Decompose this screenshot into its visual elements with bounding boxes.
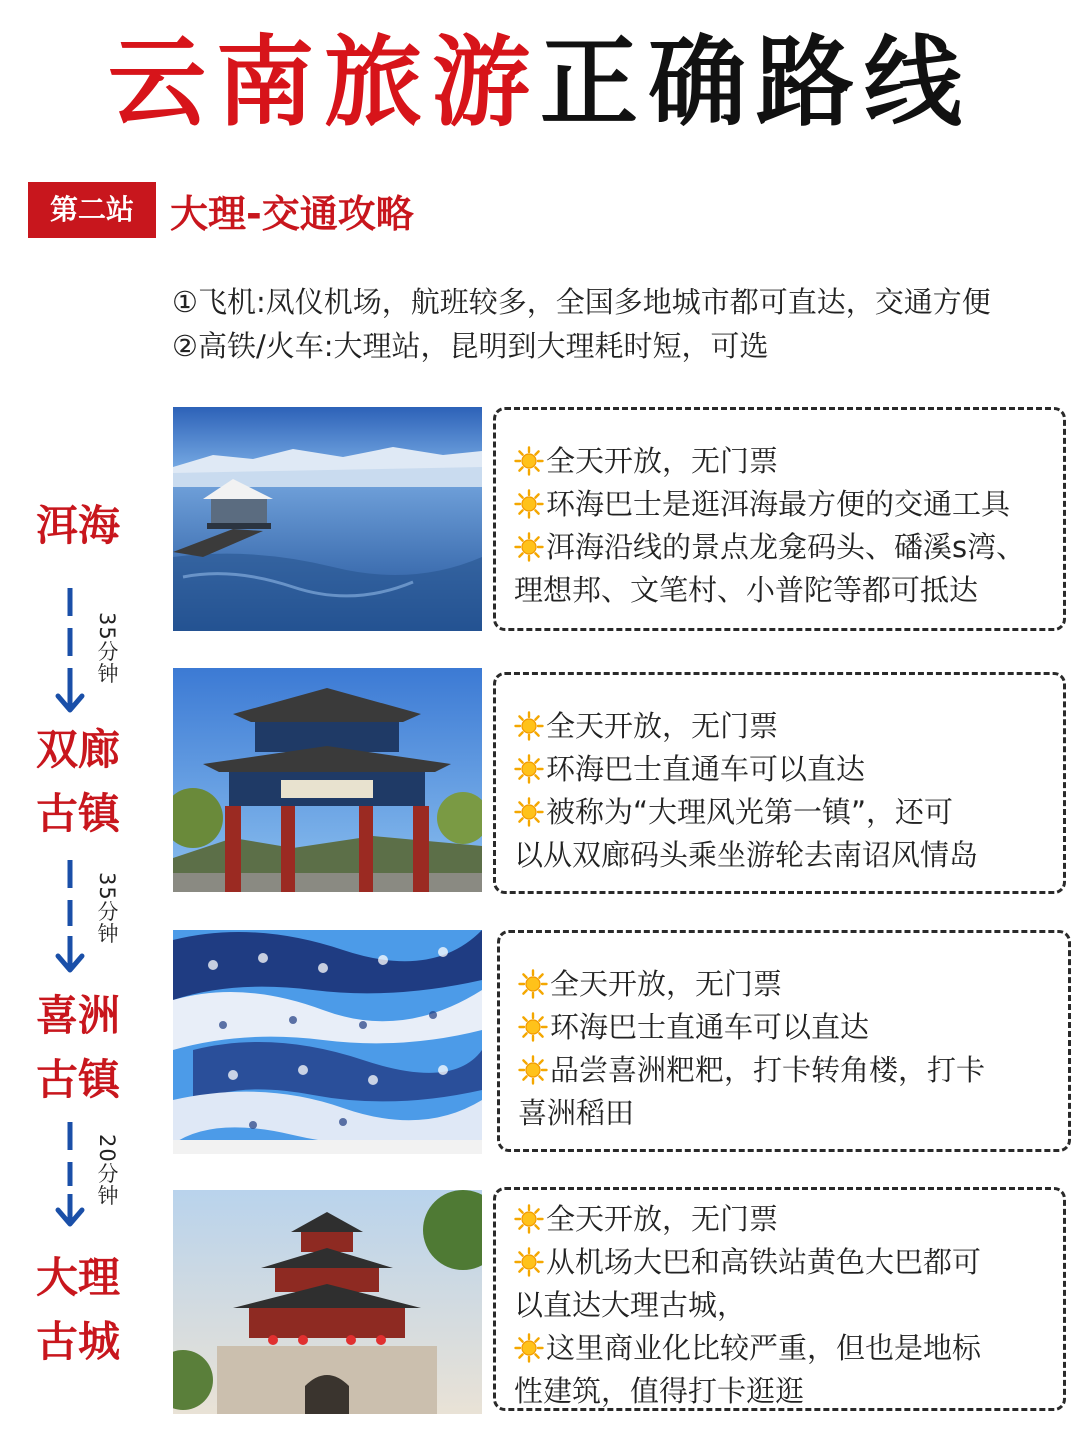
stop-label-line: 洱海 xyxy=(35,501,120,550)
down-arrow-icon xyxy=(52,586,92,718)
info-line xyxy=(514,1241,1049,1284)
info-line xyxy=(514,440,1049,483)
section-title: 大理-交通攻略 xyxy=(170,191,414,236)
info-line xyxy=(514,1198,1049,1241)
xizhou-tie-dye-fabric-photo xyxy=(173,930,482,1154)
info-line xyxy=(514,748,1049,791)
info-line xyxy=(518,1006,1054,1049)
down-arrow-icon xyxy=(52,1120,92,1230)
stop-label-xizhou xyxy=(24,984,132,1112)
info-text: 全天开放，无门票 xyxy=(546,444,779,478)
info-text: 性建筑，值得打卡逛逛 xyxy=(514,1374,805,1408)
stop-label-line: 古镇 xyxy=(35,1055,120,1104)
stop-label-dali xyxy=(24,1246,132,1374)
info-text: 从机场大巴和高铁站黄色大巴都可 xyxy=(546,1245,982,1279)
sun-icon xyxy=(514,445,544,475)
intro-line: ②高铁/火车:大理站，昆明到大理耗时短，可选 xyxy=(172,329,769,363)
stop-label-erhai xyxy=(24,494,132,558)
sun-icon xyxy=(514,753,544,783)
stop-label-line: 喜洲 xyxy=(35,991,120,1040)
sun-icon xyxy=(518,1011,548,1041)
info-text: 全天开放，无门票 xyxy=(546,709,779,743)
info-text: 这里商业化比较严重，但也是地标 xyxy=(546,1331,982,1365)
info-box-dali xyxy=(493,1187,1066,1411)
info-text: 环海巴士直通车可以直达 xyxy=(550,1010,870,1044)
info-box-shuanglang xyxy=(493,672,1066,894)
intro-line: ①飞机:凤仪机场，航班较多，全国多地城市都可直达，交通方便 xyxy=(172,285,991,319)
station-badge: 第二站 xyxy=(28,182,156,238)
info-text: 理想邦、文笔村、小普陀等都可抵达 xyxy=(514,573,979,607)
sun-icon xyxy=(514,1332,544,1362)
erhai-lake-pier-photo xyxy=(173,407,482,631)
duration-label: 35分钟 xyxy=(95,872,119,945)
info-text: 环海巴士是逛洱海最方便的交通工具 xyxy=(546,487,1011,521)
dali-ancient-city-gate-tower-photo xyxy=(173,1190,482,1414)
title-red-part: 云南旅游 xyxy=(107,26,540,140)
sun-icon xyxy=(518,1054,548,1084)
info-text: 被称为“大理风光第一镇”，还可 xyxy=(546,795,954,829)
page-title xyxy=(0,28,1080,138)
info-text: 以从双廊码头乘坐游轮去南诏风情岛 xyxy=(514,838,979,872)
duration-label: 20分钟 xyxy=(95,1134,119,1207)
info-text: 环海巴士直通车可以直达 xyxy=(546,752,866,786)
stop-label-line: 古镇 xyxy=(35,789,120,838)
sun-icon xyxy=(518,968,548,998)
info-text: 洱海沿线的景点龙龛码头、磻溪s湾、 xyxy=(546,530,1026,564)
info-box-erhai xyxy=(493,407,1066,631)
info-text: 以直达大理古城， xyxy=(514,1288,747,1322)
info-text: 全天开放，无门票 xyxy=(550,967,783,1001)
info-text: 品尝喜洲粑粑，打卡转角楼，打卡 xyxy=(550,1053,986,1087)
stop-label-shuanglang xyxy=(24,718,132,846)
info-line xyxy=(514,1370,1049,1413)
sun-icon xyxy=(514,796,544,826)
info-line xyxy=(514,705,1049,748)
sun-icon xyxy=(514,488,544,518)
info-line xyxy=(514,569,1049,612)
info-line xyxy=(514,1327,1049,1370)
sun-icon xyxy=(514,710,544,740)
info-text: 全天开放，无门票 xyxy=(546,1202,779,1236)
info-line xyxy=(514,834,1049,877)
info-text: 喜洲稻田 xyxy=(518,1096,635,1130)
stop-label-line: 古城 xyxy=(35,1317,120,1366)
sun-icon xyxy=(514,1203,544,1233)
info-box-xizhou xyxy=(497,930,1071,1152)
shuanglang-gate-photo xyxy=(173,668,482,892)
info-line xyxy=(514,526,1049,569)
info-line xyxy=(514,1284,1049,1327)
stop-label-line: 双廊 xyxy=(35,725,120,774)
duration-label: 35分钟 xyxy=(95,612,119,685)
stop-label-line: 大理 xyxy=(35,1253,120,1302)
info-line xyxy=(518,1049,1054,1092)
section-header xyxy=(28,182,414,238)
sun-icon xyxy=(514,1246,544,1276)
transport-intro xyxy=(172,280,1062,368)
info-line xyxy=(518,963,1054,1006)
info-line xyxy=(514,483,1049,526)
sun-icon xyxy=(514,531,544,561)
info-line xyxy=(514,791,1049,834)
down-arrow-icon xyxy=(52,858,92,976)
title-black-part: 正确路线 xyxy=(540,26,973,140)
info-line xyxy=(518,1092,1054,1135)
